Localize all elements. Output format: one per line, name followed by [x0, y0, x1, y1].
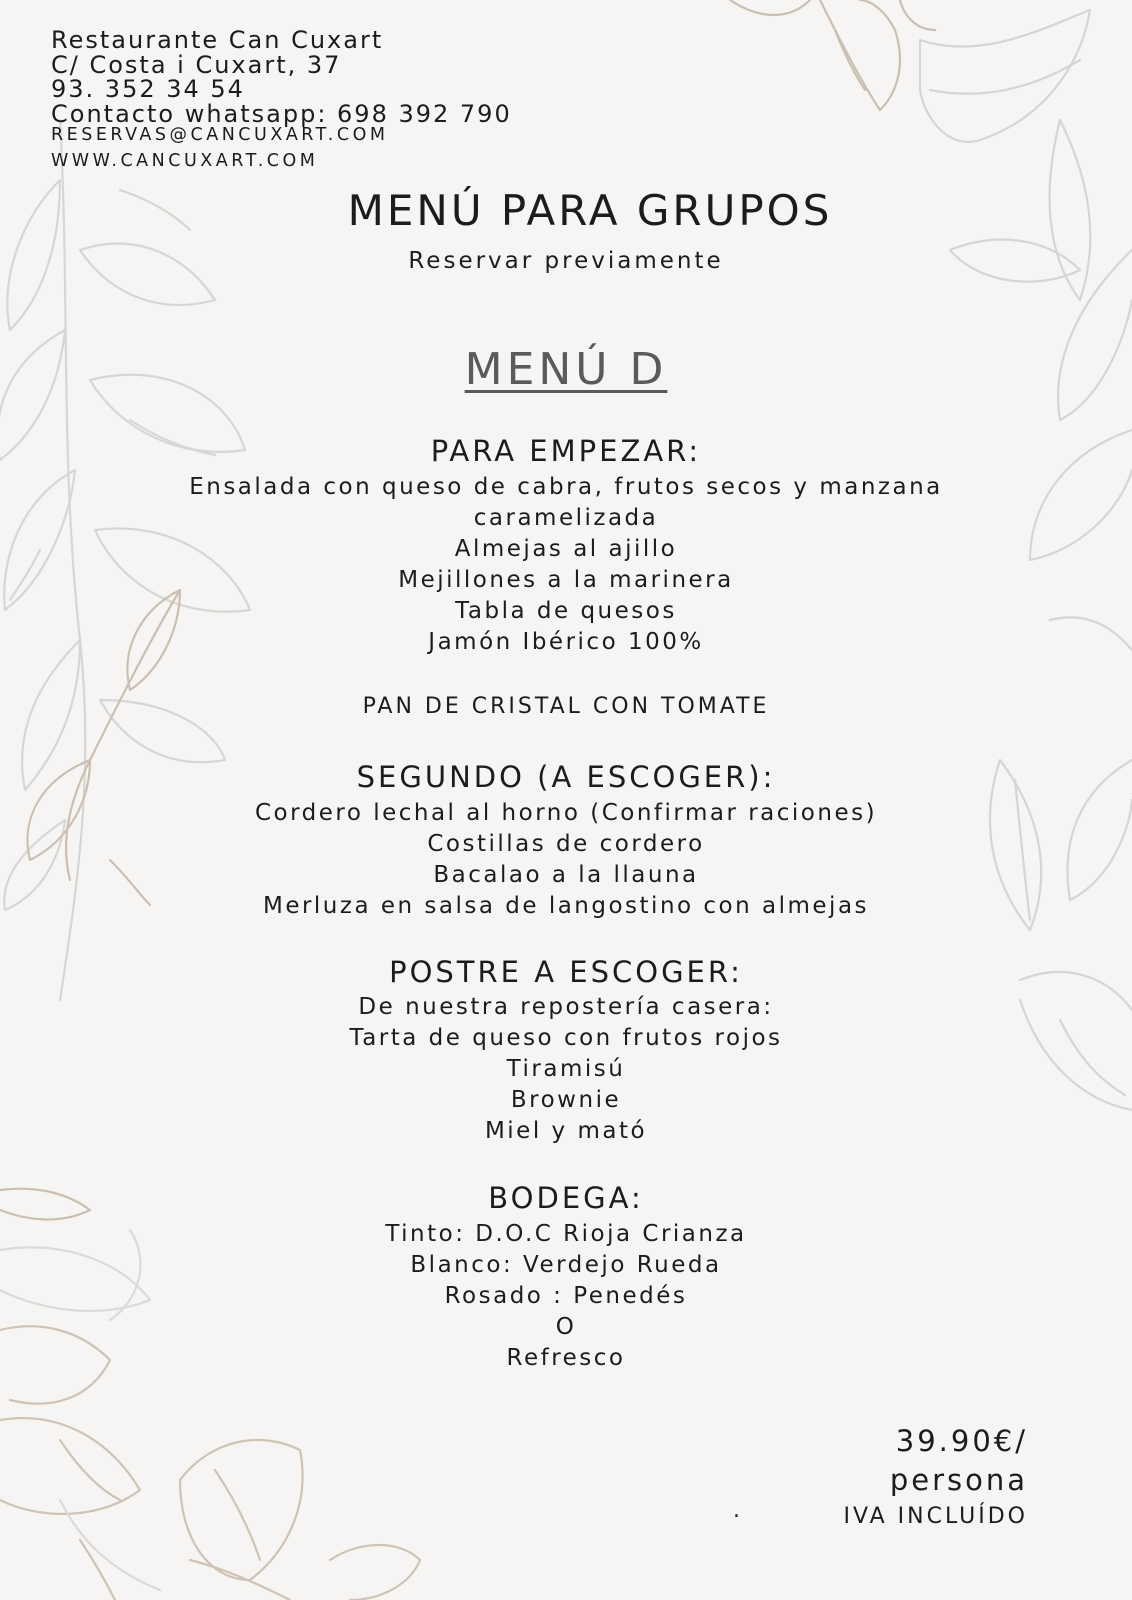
restaurant-website: WWW.CANCUXART.COM: [51, 150, 319, 171]
menu-item: Ensalada con queso de cabra, frutos secos y manzana: [189, 474, 943, 500]
menu-item: Tabla de quesos: [455, 598, 677, 624]
menu-item: Almejas al ajillo: [454, 536, 678, 562]
restaurant-name: Restaurante Can Cuxart: [51, 26, 384, 54]
page-subtitle: Reservar previamente: [408, 248, 724, 274]
menu-item: Bacalao a la llauna: [433, 862, 699, 888]
section-title-empezar: PARA EMPEZAR:: [430, 434, 702, 468]
menu-item: Tiramisú: [506, 1056, 626, 1082]
menu-item: Tarta de queso con frutos rojos: [349, 1025, 783, 1051]
menu-item: Cordero lechal al horno (Confirmar raciones): [254, 800, 878, 826]
restaurant-whatsapp: Contacto whatsapp: 698 392 790: [51, 99, 512, 128]
menu-item: Tinto: D.O.C Rioja Crianza: [385, 1221, 747, 1247]
menu-item: Merluza en salsa de langostino con almejas: [262, 893, 870, 919]
section-title-segundo: SEGUNDO (A ESCOGER):: [356, 760, 776, 794]
menu-item: caramelizada: [473, 505, 659, 531]
contact-block: [51, 28, 512, 177]
menu-item: Rosado : Penedés: [444, 1283, 688, 1309]
bread-note: PAN DE CRISTAL CON TOMATE: [362, 694, 770, 719]
price-unit: persona: [889, 1463, 1028, 1497]
price-tax-note: IVA INCLUÍDO: [843, 1504, 1028, 1529]
menu-item: O: [555, 1314, 577, 1340]
menu-item: Costillas de cordero: [427, 831, 705, 857]
menu-item: Refresco: [506, 1345, 626, 1371]
price-dot: .: [733, 1498, 740, 1523]
restaurant-phone: 93. 352 34 54: [51, 75, 245, 103]
restaurant-email: RESERVAS@CANCUXART.COM: [51, 125, 389, 145]
top-right-flower-decoration: [730, 0, 935, 110]
menu-item: Mejillones a la marinera: [398, 567, 734, 593]
section-title-bodega: BODEGA:: [488, 1181, 644, 1215]
menu-item: Miel y mató: [484, 1118, 648, 1144]
section-title-postre: POSTRE A ESCOGER:: [389, 955, 743, 989]
menu-item: De nuestra repostería casera:: [358, 994, 774, 1020]
page-title: MENÚ PARA GRUPOS: [347, 186, 833, 235]
menu-name-text: MENÚ D: [464, 344, 668, 395]
menu-item: Jamón Ibérico 100%: [428, 629, 704, 655]
menu-name: [0, 344, 1132, 395]
restaurant-address: C/ Costa i Cuxart, 37: [51, 50, 342, 79]
menu-item: Blanco: Verdejo Rueda: [410, 1252, 722, 1278]
price-amount: 39.90€/: [895, 1424, 1028, 1458]
menu-item: Brownie: [510, 1087, 622, 1113]
